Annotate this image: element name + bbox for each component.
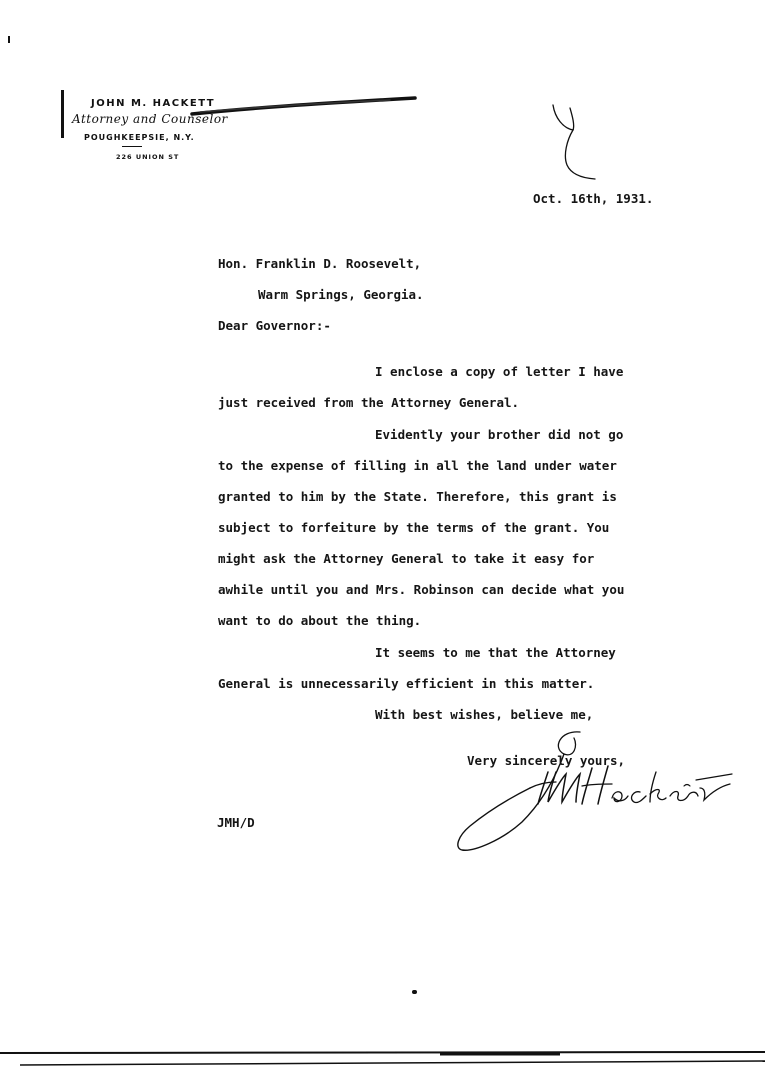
body-line: General is unnecessarily efficient in this matter. — [218, 676, 595, 691]
ink-speck — [412, 990, 417, 994]
body-line: want to do about the thing. — [218, 613, 422, 628]
body-line: I enclose a copy of letter I have — [375, 364, 624, 379]
signature — [452, 728, 737, 858]
letterhead-title: Attorney and Counselor — [72, 112, 228, 126]
body-line: Evidently your brother did not go — [375, 427, 624, 442]
body-line: to the expense of filling in all the land under water — [218, 458, 617, 473]
body-line: granted to him by the State. Therefore, this grant is — [218, 489, 617, 504]
body-line: just received from the Attorney General. — [218, 395, 520, 410]
handwritten-mark — [545, 100, 615, 185]
letterhead-street: 226 UNION ST — [116, 153, 180, 161]
body-line: subject to forfeiture by the terms of the grant. You — [218, 520, 610, 535]
edge-mark — [8, 36, 10, 43]
strike-through-scribble — [190, 92, 420, 122]
addressee-location: Warm Springs, Georgia. — [258, 287, 424, 302]
closing: Very sincerely yours, — [467, 753, 626, 768]
body-line: awhile until you and Mrs. Robinson can decide what you — [218, 582, 625, 597]
typist-initials: JMH/D — [217, 815, 255, 830]
letterhead-divider — [122, 146, 142, 147]
letterhead-name: JOHN M. HACKETT — [91, 98, 216, 109]
addressee-name: Hon. Franklin D. Roosevelt, — [218, 256, 422, 271]
body-line: With best wishes, believe me, — [375, 707, 594, 722]
salutation: Dear Governor:- — [218, 318, 331, 333]
body-line: might ask the Attorney General to take it easy for — [218, 551, 595, 566]
letter-date: Oct. 16th, 1931. — [533, 191, 654, 206]
letterhead-city: POUGHKEEPSIE, N.Y. — [84, 133, 195, 142]
body-line: It seems to me that the Attorney — [375, 645, 616, 660]
letterhead-bracket — [61, 90, 64, 138]
bottom-border-lines — [0, 1045, 765, 1075]
